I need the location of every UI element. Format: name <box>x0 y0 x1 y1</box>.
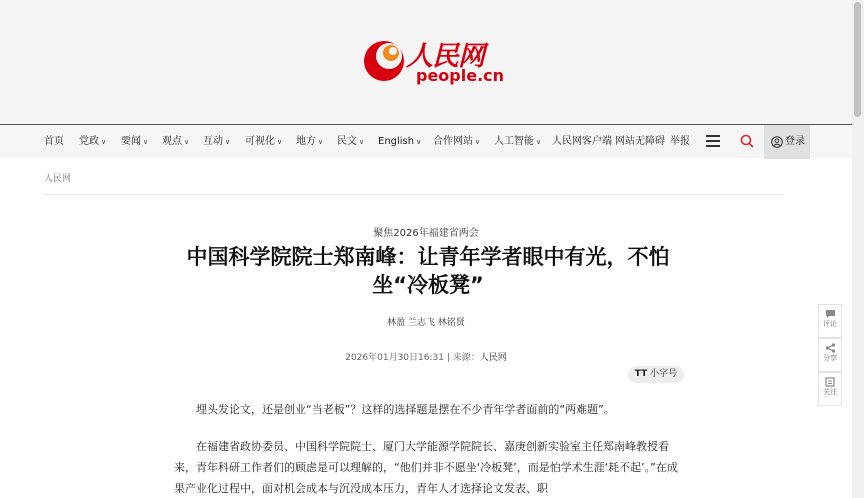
nav-item-0[interactable] <box>44 125 64 159</box>
chevron-down-icon: ∨ <box>318 138 324 146</box>
comment-icon <box>825 309 836 319</box>
scrollbar-thumb[interactable] <box>854 2 861 117</box>
follow-button[interactable] <box>818 372 842 406</box>
nav-item-label: 网站无障碍 <box>615 136 665 147</box>
nav-item-label: 人工智能 <box>494 136 534 147</box>
nav-item-label: 举报 <box>670 136 690 147</box>
nav-item-9[interactable] <box>433 125 480 159</box>
article-authors: 林盈 兰志飞 林铭贤 <box>387 318 465 328</box>
chevron-down-icon: ∨ <box>184 138 190 146</box>
article-meta <box>0 350 852 363</box>
share-button[interactable] <box>818 338 842 372</box>
nav-item-10[interactable] <box>494 125 541 159</box>
chevron-down-icon: ∨ <box>536 138 542 146</box>
source-label: | 来源： <box>446 353 480 363</box>
article-source[interactable]: 人民网 <box>479 353 507 363</box>
divider <box>44 194 784 195</box>
nav-item-label: 要闻 <box>121 136 141 147</box>
people-logo-icon <box>362 36 410 84</box>
article-paragraph-1: 埋头发论文，还是创业“当老板”？这样的选择题是摆在不少青年学者面前的“两难题”。 <box>196 403 615 416</box>
nav-item-1[interactable] <box>79 125 106 159</box>
chevron-down-icon: ∨ <box>475 138 481 146</box>
login-button[interactable] <box>764 125 810 159</box>
nav-item-label: 人民网客户端 <box>552 136 612 147</box>
article-paragraph-2: 在福建省政协委员、中国科学院院士、厦门大学能源学院院长、嘉庚创新实验室主任郑南峰教授看来，青年科研工作者们的顾虑是可以理解的，“他们并非不愿坐‘冷板凳’，而是怕学术生涯‘耗不起’。”在成果产业化过程中，面对机会成本与沉没成本压力，青年人才选择论文发表、职 <box>174 440 678 495</box>
nav-item-label: 可视化 <box>245 136 275 147</box>
user-icon <box>771 136 783 148</box>
nav-item-8[interactable] <box>378 125 421 159</box>
nav-item-label: 观点 <box>162 136 182 147</box>
chevron-down-icon: ∨ <box>359 138 365 146</box>
menu-icon[interactable] <box>706 135 720 147</box>
search-icon[interactable] <box>740 134 754 148</box>
comment-button[interactable] <box>818 304 842 338</box>
nav-item-11[interactable] <box>552 125 612 159</box>
nav-item-12[interactable] <box>615 125 665 159</box>
nav-item-label: 首页 <box>44 136 64 147</box>
comment-label: 评论 <box>823 320 837 328</box>
share-label: 分享 <box>823 354 837 362</box>
nav-item-label: 地方 <box>296 136 316 147</box>
chevron-down-icon: ∨ <box>225 138 231 146</box>
nav-item-4[interactable] <box>203 125 230 159</box>
nav-item-label: 民文 <box>337 136 357 147</box>
share-icon <box>825 343 836 353</box>
font-size-toggle[interactable] <box>628 366 684 383</box>
nav-item-13[interactable] <box>670 125 690 159</box>
nav-item-3[interactable] <box>162 125 189 159</box>
logo-en-text: people.cn <box>416 66 505 85</box>
header <box>0 0 852 124</box>
site-logo[interactable] <box>362 36 505 88</box>
nav-item-7[interactable] <box>337 125 364 159</box>
follow-icon <box>825 377 835 387</box>
follow-label: 关注 <box>823 388 837 396</box>
nav-item-label: 互动 <box>203 136 223 147</box>
nav-item-5[interactable] <box>245 125 282 159</box>
login-label: 登录 <box>785 136 805 147</box>
nav-item-6[interactable] <box>296 125 323 159</box>
article-title: 中国科学院院士郑南峰：让青年学者眼中有光，不怕坐“冷板凳” <box>186 245 670 297</box>
article-kicker[interactable]: 聚焦2026年福建省两会 <box>373 228 479 239</box>
main-nav <box>0 124 852 158</box>
chevron-down-icon: ∨ <box>101 138 107 146</box>
nav-item-label: 党政 <box>79 136 99 147</box>
nav-item-label: 合作网站 <box>433 136 473 147</box>
article-date: 2026年01月30日16:31 <box>345 353 444 363</box>
chevron-down-icon: ∨ <box>143 138 149 146</box>
nav-item-2[interactable] <box>121 125 148 159</box>
logo-cn-text: 人民网 <box>406 41 484 72</box>
font-size-icon: TT <box>634 369 648 379</box>
font-size-label: 小字号 <box>650 369 678 379</box>
breadcrumb[interactable]: 人民网 <box>44 174 72 184</box>
chevron-down-icon: ∨ <box>416 138 422 146</box>
chevron-down-icon: ∨ <box>277 138 283 146</box>
nav-item-label: English <box>378 136 415 147</box>
